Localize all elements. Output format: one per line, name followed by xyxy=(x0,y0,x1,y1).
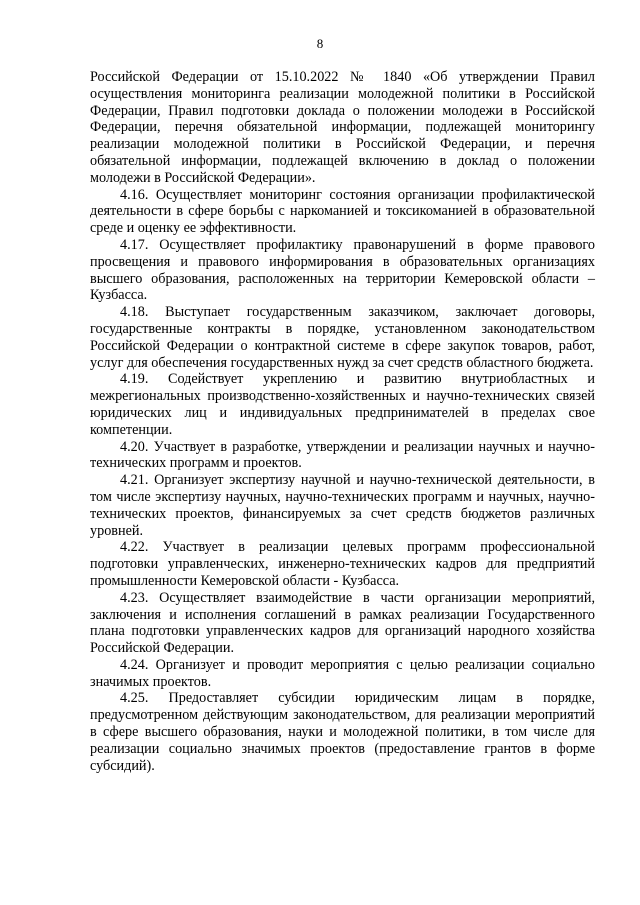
page-number: 8 xyxy=(316,36,324,51)
paragraph-4-16: 4.16. Осуществляет мониторинг состояния организации профилактической деятельности в сфере борьбы с наркоманией и токсикоманией в образовательной среде и оценку ее эффективности. xyxy=(90,186,595,237)
paragraph-4-17: 4.17. Осуществляет профилактику правонарушений в форме правового просвещения и правового информирования в образовательных организациях высшего образования, расположенных на территории Кемеровской области – Кузбасса. xyxy=(90,236,595,304)
paragraph-4-20: 4.20. Участвует в разработке, утверждении и реализации научных и научно-технических программ и проектов. xyxy=(90,438,595,472)
paragraph-4-19: 4.19. Содействует укреплению и развитию внутриобластных и межрегиональных производственно-хозяйственных и научно-технических связей юридических лиц и индивидуальных предпринимателей в пределах свое компетенции. xyxy=(90,371,595,438)
paragraph-4-25: 4.25. Предоставляет субсидии юридическим лицам в порядке, предусмотренном действующим законодательством, для реализации мероприятий в сфере высшего образования, науки и молодежной политики, в том числе для реализации социально значимых проектов (предоставление грантов в форме субсидий). xyxy=(90,690,595,774)
document-body xyxy=(90,69,595,774)
paragraph-4-23: 4.23. Осуществляет взаимодействие в части организации мероприятий, заключения и исполнения соглашений в рамках реализации Государственного плана подготовки управленческих кадров для организаций народного хозяйства Российской Федерации. xyxy=(90,589,595,657)
paragraph-4-24: 4.24. Организует и проводит мероприятия с целью реализации социально значимых проектов. xyxy=(90,656,595,690)
paragraph-4-18: 4.18. Выступает государственным заказчиком, заключает договоры, государственные контракты в порядке, установленном законодательством Российской Федерации о контрактной системе в сфере закупок товаров, работ, услуг для обеспечения государственных нужд за счет средств областного бюджета. xyxy=(90,304,595,371)
paragraph-4-21: 4.21. Организует экспертизу научной и научно-технической деятельности, в том числе экспертизу научных, научно-технических программ и научных, научно-технических проектов, финансируемых за счет средств бюджетов различных уровней. xyxy=(90,472,595,539)
paragraph-4-22: 4.22. Участвует в реализации целевых программ профессиональной подготовки управленческих, инженерно-технических кадров для предприятий промышленности Кемеровской области - Кузбасса. xyxy=(90,539,595,589)
paragraph-continuation: Российской Федерации от 15.10.2022 № 1840 «Об утверждении Правил осуществления мониторинга реализации молодежной политики в Российской Федерации, Правил подготовки доклада о положении молодежи в Российской Федерации, перечня обязательной информации, подлежащей мониторингу реализации молодежной политики в Российской Федерации, и перечня обязательной информации, подлежащей включению в доклад о положении молодежи в Российской Федерации». xyxy=(90,69,595,186)
